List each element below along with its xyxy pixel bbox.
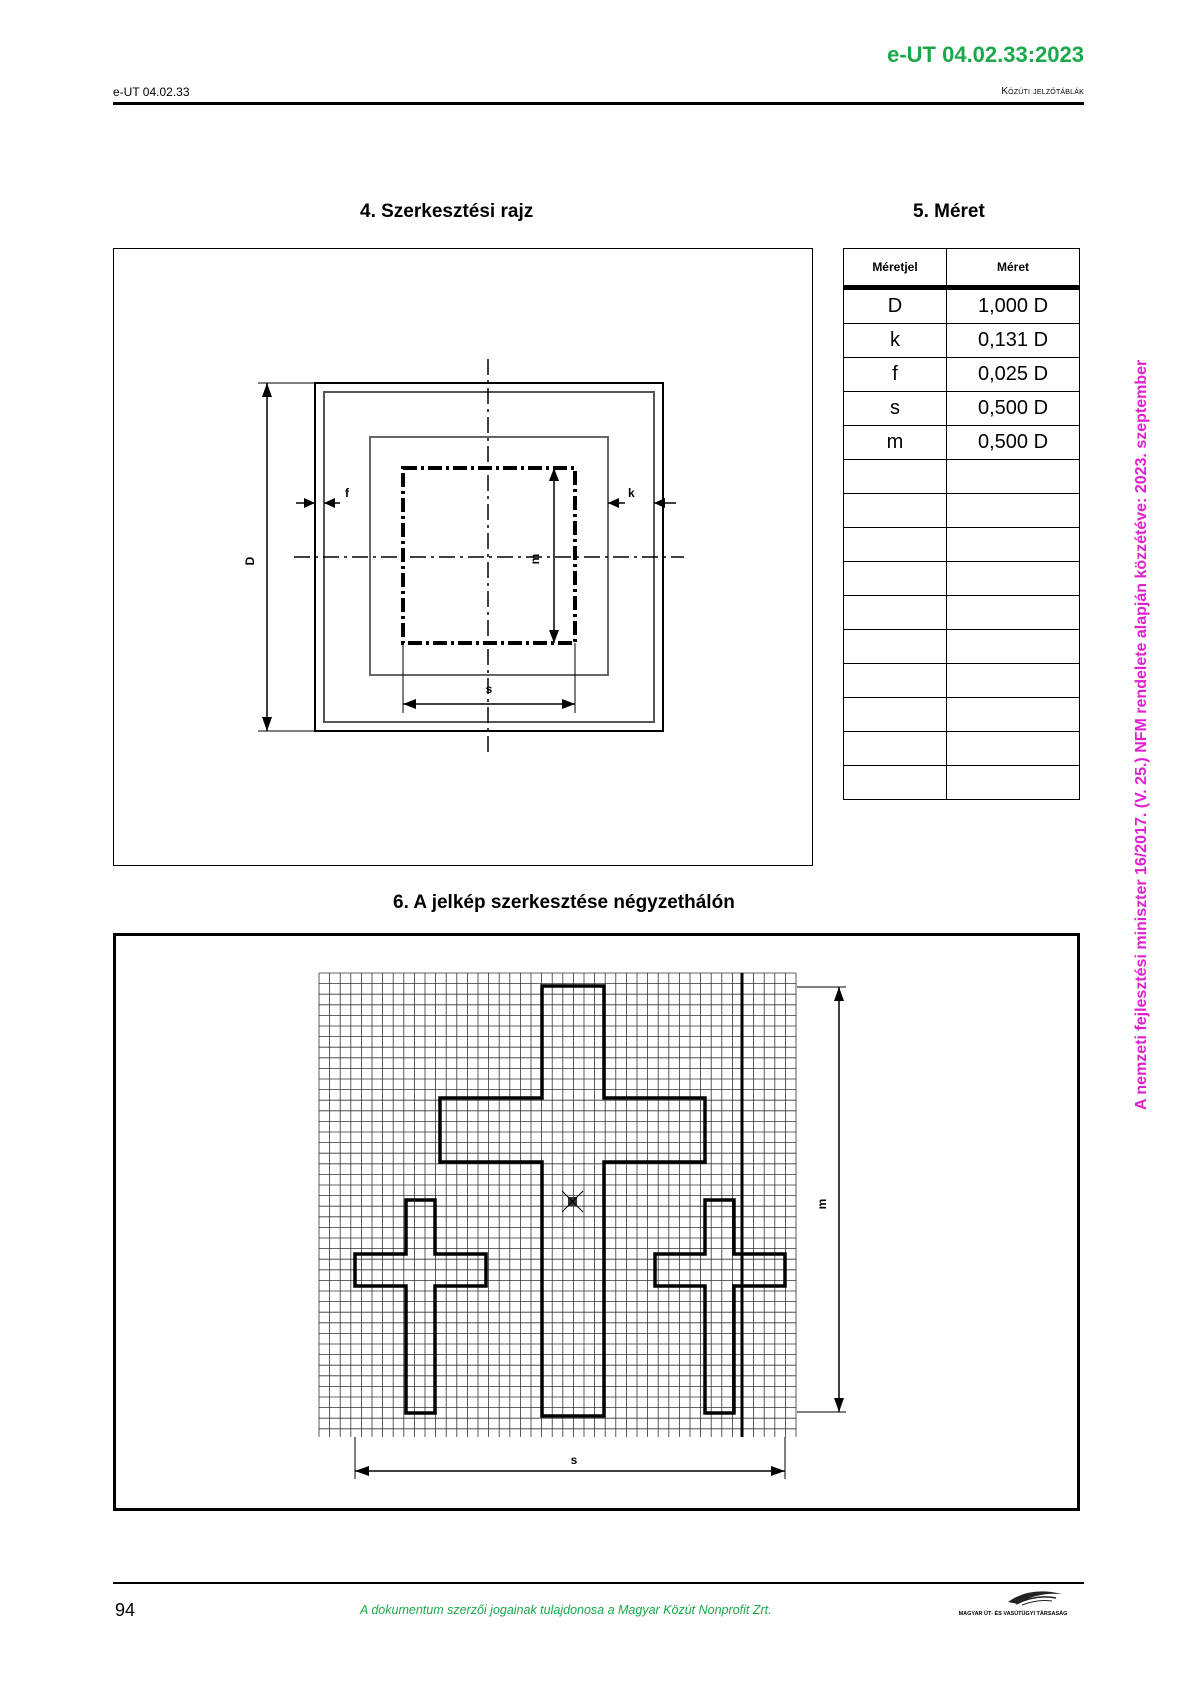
dimension-row bbox=[844, 528, 1080, 562]
dimension-value bbox=[947, 630, 1080, 664]
dimension-value: 0,500 D bbox=[947, 392, 1080, 426]
dimension-symbol bbox=[844, 528, 947, 562]
dimension-symbol: k bbox=[844, 324, 947, 358]
dimension-value bbox=[947, 528, 1080, 562]
dimension-row bbox=[844, 460, 1080, 494]
dimension-value bbox=[947, 460, 1080, 494]
dimension-row bbox=[844, 664, 1080, 698]
dimension-row bbox=[844, 732, 1080, 766]
dimension-symbol bbox=[844, 766, 947, 800]
dimension-row bbox=[844, 562, 1080, 596]
dimension-value: 0,500 D bbox=[947, 426, 1080, 460]
road-swoosh-icon bbox=[938, 1588, 1088, 1618]
dimension-row bbox=[844, 392, 1080, 426]
header-rule bbox=[113, 102, 1084, 105]
construction-drawing bbox=[114, 249, 811, 864]
header-left: e-UT 04.02.33 bbox=[113, 85, 190, 99]
dimension-symbol bbox=[844, 494, 947, 528]
right-small-cross bbox=[655, 1200, 785, 1413]
dimension-row bbox=[844, 630, 1080, 664]
footer-rule bbox=[113, 1582, 1084, 1584]
logo-text: MAGYAR ÚT- ÉS VASÚTÜGYI TÁRSASÁG bbox=[958, 1611, 1068, 1617]
dimension-value: 1,000 D bbox=[947, 288, 1080, 324]
dimension-symbol bbox=[844, 664, 947, 698]
dimension-symbol bbox=[844, 596, 947, 630]
grid-label-m: m bbox=[815, 1198, 829, 1210]
dimension-value bbox=[947, 562, 1080, 596]
dimension-symbol bbox=[844, 732, 947, 766]
dimension-symbol bbox=[844, 630, 947, 664]
col-header-symbol: Méretjel bbox=[844, 249, 947, 288]
grid-label-s: s bbox=[570, 1453, 578, 1467]
copyright-notice: A dokumentum szerzői jogainak tulajdonosa a Magyar Közút Nonprofit Zrt. bbox=[360, 1603, 772, 1617]
document-code: e-UT 04.02.33:2023 bbox=[887, 42, 1084, 67]
label-m: m bbox=[528, 553, 542, 565]
label-D: D bbox=[243, 556, 257, 566]
dimension-row bbox=[844, 288, 1080, 324]
sign-field bbox=[370, 437, 608, 675]
left-small-cross bbox=[355, 1200, 486, 1413]
dimension-symbol: D bbox=[844, 288, 947, 324]
publisher-logo bbox=[938, 1588, 1088, 1618]
header-right: Közúti jelzőtáblák bbox=[1001, 86, 1084, 97]
section5-title: 5. Méret bbox=[913, 201, 985, 222]
dimension-row bbox=[844, 426, 1080, 460]
dimension-table bbox=[843, 248, 1080, 800]
dimension-row bbox=[844, 698, 1080, 732]
dimension-row bbox=[844, 324, 1080, 358]
construction-drawing-frame bbox=[113, 248, 813, 866]
dimension-value bbox=[947, 664, 1080, 698]
dimension-symbol bbox=[844, 562, 947, 596]
label-s: s bbox=[485, 682, 493, 696]
page-number: 94 bbox=[115, 1600, 136, 1620]
dimension-row bbox=[844, 596, 1080, 630]
dimension-value bbox=[947, 732, 1080, 766]
grid-construction-frame bbox=[113, 933, 1080, 1511]
dimension-symbol bbox=[844, 698, 947, 732]
dimension-value bbox=[947, 596, 1080, 630]
dimension-value bbox=[947, 766, 1080, 800]
dimension-value bbox=[947, 494, 1080, 528]
center-mark-icon bbox=[562, 1191, 583, 1212]
dimension-value: 0,025 D bbox=[947, 358, 1080, 392]
section4-title: 4. Szerkesztési rajz bbox=[360, 201, 534, 222]
dimension-symbol: f bbox=[844, 358, 947, 392]
symbol-area bbox=[403, 468, 575, 643]
dimension-value bbox=[947, 698, 1080, 732]
grid-construction-drawing bbox=[116, 936, 1077, 1508]
dimension-row bbox=[844, 766, 1080, 800]
section6-title: 6. A jelkép szerkesztése négyzethálón bbox=[393, 892, 735, 913]
dimension-row bbox=[844, 358, 1080, 392]
dimension-row bbox=[844, 494, 1080, 528]
publication-note: A nemzeti fejlesztési miniszter 16/2017. (V. 25.) NFM rendelete alapján közzétéve: 2023. szeptember bbox=[1133, 359, 1150, 1110]
dimension-symbol: s bbox=[844, 392, 947, 426]
label-k: k bbox=[628, 486, 635, 500]
dimension-value: 0,131 D bbox=[947, 324, 1080, 358]
col-header-value: Méret bbox=[947, 249, 1080, 288]
dimension-symbol bbox=[844, 460, 947, 494]
label-f: f bbox=[345, 486, 349, 500]
dimension-symbol: m bbox=[844, 426, 947, 460]
construction-grid bbox=[319, 973, 796, 1437]
